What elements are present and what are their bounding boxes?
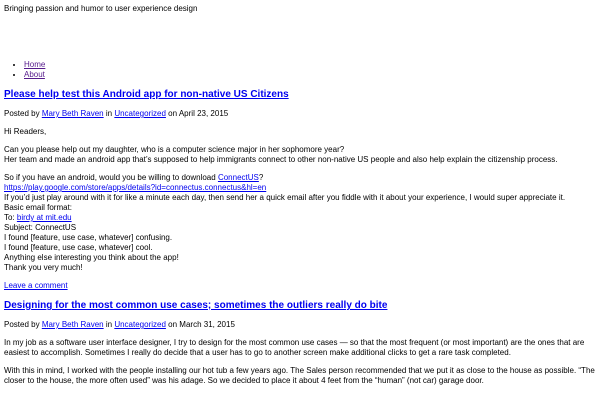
meta-posted-by: Posted by <box>4 109 40 118</box>
text-line: If you’d just play around with it for like a minute each day, then send her a quick email after you fiddle with it about your experience, I would super appreciate it. <box>4 193 566 202</box>
meta-in: in <box>105 109 113 118</box>
post-title-link[interactable]: Please help test this Android app for non-native US Citizens <box>4 89 289 100</box>
post-title <box>4 300 596 312</box>
post-title <box>4 89 596 101</box>
text-line: With this in mind, I worked with the people installing our hot tub a few years ago. The Sales person recommended that we put it as close to the house as possible. “The <box>4 366 595 375</box>
text-fragment: ? <box>258 173 264 182</box>
author-link[interactable]: Mary Beth Raven <box>41 109 104 118</box>
post-content <box>4 338 596 386</box>
paragraph-instructions <box>4 173 596 273</box>
nav-link-about[interactable]: About <box>24 70 45 79</box>
page <box>0 4 600 386</box>
play-store-link[interactable]: https://play.google.com/store/apps/details?id=connectus.connectus&hl=en <box>4 183 267 192</box>
text-line: closer to the house, the more often used” was his adage. So we decided to place it about 4 feet from the “human” (not car) garage door. <box>4 376 484 385</box>
text-line: Her team and made an android app that’s supposed to help immigrants connect to other non-native US people and also help explain the citizenship process. <box>4 155 558 164</box>
site-tagline: Bringing passion and humor to user experience design <box>4 4 198 13</box>
main-nav <box>4 60 596 80</box>
text-line: So if you have an android, would you be willing to download <box>4 173 216 182</box>
connectus-link[interactable]: ConnectUS <box>217 173 259 182</box>
meta-on: on <box>168 320 178 329</box>
text-line: I found [feature, use case, whatever] cool. <box>4 243 153 252</box>
post-date: April 23, 2015 <box>178 109 229 118</box>
meta-on: on <box>168 109 178 118</box>
post-2 <box>4 300 596 386</box>
email-link[interactable]: birdy at mit.edu <box>16 213 72 222</box>
text-line: I found [feature, use case, whatever] confusing. <box>4 233 173 242</box>
text-line: Subject: ConnectUS <box>4 223 77 232</box>
post-title-link[interactable]: Designing for the most common use cases; sometimes the outliers really do bite <box>4 300 388 311</box>
paragraph <box>4 338 596 358</box>
post-date: March 31, 2015 <box>179 320 235 329</box>
leave-comment-link[interactable]: Leave a comment <box>4 281 68 290</box>
text-line: In my job as a software user interface designer, I try to design for the most common use cases — so that the most frequent (or most important) are the ones that are <box>4 338 585 347</box>
meta-posted-by: Posted by <box>4 320 40 329</box>
nav-item-home <box>24 60 596 70</box>
text-line: easiest to accomplish. Sometimes I really do decide that a user has to go to another screen make additional clicks to get a rare task completed. <box>4 348 511 357</box>
nav-item-about <box>24 70 596 80</box>
category-link[interactable]: Uncategorized <box>114 320 166 329</box>
author-link[interactable]: Mary Beth Raven <box>41 320 104 329</box>
text-line: Basic email format: <box>4 203 73 212</box>
paragraph-request <box>4 145 596 165</box>
text-line: Anything else interesting you think about the app! <box>4 253 179 262</box>
meta-in: in <box>105 320 113 329</box>
email-to-label: To: <box>4 213 15 222</box>
nav-link-home[interactable]: Home <box>24 60 46 69</box>
post-1 <box>4 89 596 291</box>
category-link[interactable]: Uncategorized <box>114 109 166 118</box>
paragraph <box>4 366 596 386</box>
text-line: Thank you very much! <box>4 263 83 272</box>
post-meta <box>4 320 596 330</box>
paragraph-greeting: Hi Readers, <box>4 127 47 136</box>
text-line: Can you please help out my daughter, who is a computer science major in her sophomore year? <box>4 145 345 154</box>
post-footer <box>4 281 596 291</box>
post-content <box>4 127 596 273</box>
post-meta <box>4 109 596 119</box>
